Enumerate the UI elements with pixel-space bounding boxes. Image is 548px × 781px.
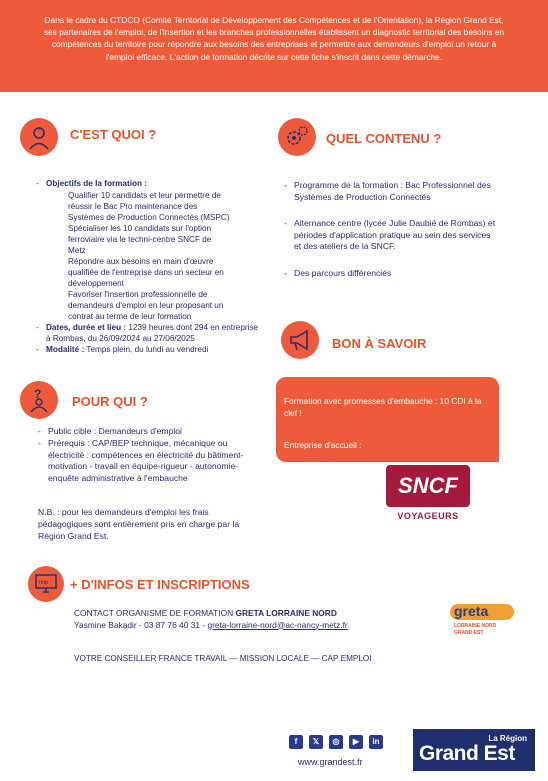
objectif-line: réussir le Bac Pro maintenance des	[68, 202, 198, 211]
pour-qui-list	[38, 426, 256, 485]
objectif-line: Favoriser l'insertion professionnelle de	[68, 290, 208, 299]
region-big: Grand Est	[419, 742, 515, 765]
objectifs-item	[36, 178, 261, 322]
region-grand-est-logo	[413, 729, 535, 771]
computer-icon	[28, 566, 64, 602]
sncf-logo-mark: SNCF	[386, 465, 470, 507]
intro-text: Dans le cadre du CTDCO (Comité Territorial de Développement des Compétences et de l'Orientation), la Région Grand Est, ses partenaires de l'emploi, de l'insertion et les branches professionnelles établissent un diagnostic territorial des besoins en compétences du territoire pour répondre aux besoins des entreprises et permettre aux demandeurs d'emploi un retour à l'emploi efficace. L'action de formation décrite sur cette fiche s'inscrit dans cette démarche.	[43, 15, 505, 62]
objectif-line: développement	[68, 279, 124, 288]
computer-icon-text: http	[39, 580, 49, 586]
greta-logo	[444, 604, 528, 640]
greta-name: greta	[454, 603, 489, 619]
objectif-line: Metz	[68, 246, 86, 255]
cest-quoi-title: C'EST QUOI ?	[70, 127, 157, 142]
entreprise-label: Entreprise d'accueil :	[284, 440, 362, 450]
question-person-icon	[20, 118, 58, 156]
instagram-icon[interactable]: ◎	[329, 735, 343, 749]
contact-org: GRETA LORRAINE NORD	[235, 608, 337, 618]
objectif-line: ferroviaire via le techni-centre SNCF de	[68, 235, 212, 244]
intro-banner	[0, 0, 548, 92]
modalite-label: Modalité :	[46, 345, 85, 354]
objectif-line: Systèmes de Production Connectés (MSPC)	[68, 213, 230, 222]
question-person-icon	[20, 381, 58, 419]
website-link[interactable]: www.grandest.fr	[298, 757, 363, 767]
pour-qui-title: POUR QUI ?	[72, 394, 148, 409]
objectif-line: Spécialiser les 10 candidats sur l'option	[68, 224, 212, 233]
greta-sub2: GRAND EST	[454, 630, 484, 636]
contenu-item: - Alternance centre (lycée Julie Daubié de Rombas) et périodes d'application pratique au sein des services et des ateliers de la SNCF.	[284, 218, 499, 253]
objectif-line: demandeurs d'emploi en leur proposant un	[68, 301, 224, 310]
contact-person: Yasmine Bakadir - 03 87 76 40 31 -	[74, 619, 208, 630]
contact-org-line	[74, 608, 348, 620]
x-twitter-icon[interactable]: 𝕏	[309, 735, 323, 749]
contact-prefix: CONTACT ORGANISME DE FORMATION	[74, 608, 236, 618]
bon-a-savoir-card	[276, 377, 499, 462]
conseiller-text: VOTRE CONSEILLER FRANCE TRAVAIL — MISSION LOCALE — CAP EMPLOI	[74, 654, 372, 663]
bon-a-savoir-title: BON À SAVOIR	[332, 336, 427, 351]
youtube-icon[interactable]: ▶	[349, 735, 363, 749]
pour-qui-item: - Prérequis : CAP/BEP technique, mécanique ou électricité : compétences en électricité du bâtiment-motivation - travail en équipe-rigueur - autonomie- enquête administrative à l'embauche	[38, 438, 256, 485]
nb-text: N.B. : pour les demandeurs d'emploi les frais pédagogiques sont entièrement pris en charge par la Région Grand Est.	[38, 507, 240, 541]
facebook-icon[interactable]: f	[289, 735, 303, 749]
svg-text:?: ?	[34, 387, 42, 401]
objectifs-label: Objectifs de la formation :	[46, 179, 147, 188]
contenu-item: - Des parcours différenciés	[284, 268, 499, 280]
dates-item	[36, 322, 261, 344]
objectif-line: Répondre aux besoins en main d'œuvre	[68, 257, 214, 266]
megaphone-icon	[281, 321, 319, 359]
dates-text: 1239 heures dont 294 en entreprise à Rombas, du 26/09/2024 au 27/06/2025	[46, 323, 259, 343]
pour-qui-item: - Public cible : Demandeurs d'emploi	[38, 426, 256, 438]
cest-quoi-list	[36, 178, 261, 355]
modalite-text: Temps plein, du lundi au vendredi	[84, 345, 209, 354]
embauche-text: Formation avec promesses d'embauche : 10 CDI à la clef !	[284, 396, 482, 418]
objectif-line: qualifiée de l'entreprise dans un secteur en	[68, 268, 224, 277]
objectif-line: contrat au terme de leur formation	[68, 312, 192, 321]
contact-block	[74, 608, 348, 631]
quel-contenu-title: QUEL CONTENU ?	[326, 131, 442, 146]
email-link[interactable]: greta-lorraine-nord@ac-nancy-metz.fr	[207, 619, 348, 630]
contenu-item: - Programme de la formation : Bac Professionnel des Systèmes de Production Connectés	[284, 180, 499, 203]
contact-person-line	[74, 620, 348, 632]
gears-icon	[278, 118, 316, 156]
objectifs-lines	[46, 190, 261, 322]
sncf-logo	[386, 465, 470, 525]
linkedin-icon[interactable]: in	[369, 735, 383, 749]
svg-text:?: ?	[37, 127, 41, 134]
sncf-logo-sub: VOYAGEURS	[397, 511, 459, 521]
objectif-line: Qualifier 10 candidats et leur permettre de	[68, 191, 221, 200]
modalite-item	[36, 344, 261, 355]
quel-contenu-list	[284, 180, 499, 279]
greta-sub1: LORRAINE NORD	[454, 623, 497, 629]
infos-title: + D'INFOS ET INSCRIPTIONS	[70, 577, 250, 592]
dates-label: Dates, durée et lieu :	[46, 323, 127, 332]
region-small: La Région	[488, 734, 527, 743]
